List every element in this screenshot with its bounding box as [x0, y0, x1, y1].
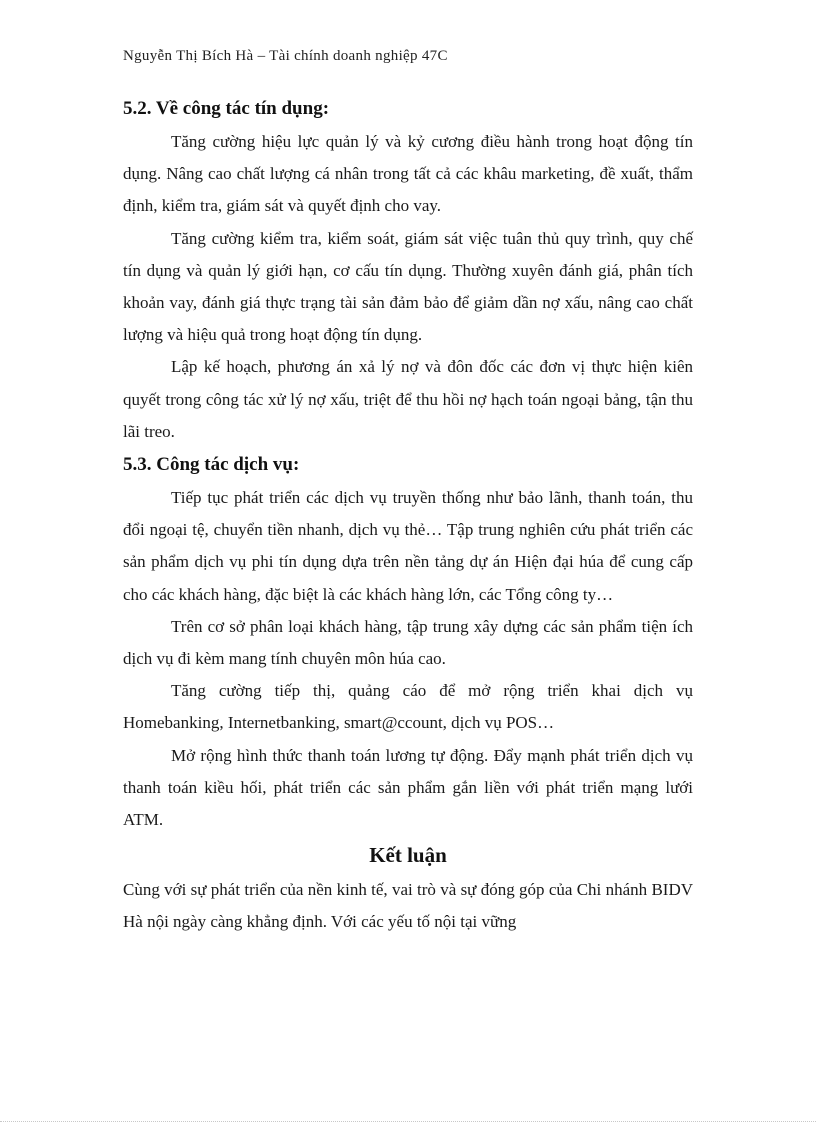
paragraph-services-4: Mở rộng hình thức thanh toán lương tự động. Đẩy mạnh phát triển dịch vụ thanh toán kiều hối, phát triển các sản phẩm gắn liền với phát triển mạng lưới ATM. — [123, 745, 693, 830]
section-heading-services: 5.3. Công tác dịch vụ: — [123, 454, 300, 476]
page-bottom-divider — [0, 1121, 816, 1122]
conclusion-heading: Kết luận — [369, 843, 447, 868]
running-header: Nguyễn Thị Bích Hà – Tài chính doanh nghiệp 47C — [123, 48, 448, 64]
section-heading-credit: 5.2. Về công tác tín dụng: — [123, 98, 330, 119]
paragraph-credit-1: Tăng cường hiệu lực quản lý và kỷ cương điều hành trong hoạt động tín dụng. Nâng cao chất lượng cá nhân trong tất cả các khâu marketing, đề xuất, thẩm định, kiểm tra, giám sát và quyết định cho vay. — [123, 132, 693, 216]
paragraph-conclusion: Cùng với sự phát triển của nền kinh tế, vai trò và sự đóng góp của Chi nhánh BIDV Hà nội ngày càng khẳng định. Với các yếu tố nội tại vững — [123, 880, 693, 932]
paragraph-services-1: Tiếp tục phát triển các dịch vụ truyền thống như bảo lãnh, thanh toán, thu đổi ngoại tệ, chuyển tiền nhanh, dịch vụ thẻ… Tập trung nghiên cứu phát triển các sản phẩm dịch vụ phi tín dụng dựa trên nền tảng dự án Hiện đại húa để cung cấp cho các khách hàng, đặc biệt là các khách hàng lớn, các Tổng công ty… — [123, 488, 693, 604]
paragraph-services-2: Trên cơ sở phân loại khách hàng, tập trung xây dựng các sản phẩm tiện ích dịch vụ đi kèm mang tính chuyên môn húa cao. — [123, 616, 693, 669]
paragraph-credit-3: Lập kế hoạch, phương án xả lý nợ và đôn đốc các đơn vị thực hiện kiên quyết trong công tác xử lý nợ xấu, triệt để thu hồi nợ hạch toán ngoại bảng, tận thu lãi treo. — [123, 357, 693, 441]
paragraph-services-3: Tăng cường tiếp thị, quảng cáo để mở rộng triển khai dịch vụ Homebanking, Internetbanking, smart@ccount, dịch vụ POS… — [123, 681, 693, 733]
paragraph-credit-2: Tăng cường kiểm tra, kiểm soát, giám sát việc tuân thủ quy trình, quy chế tín dụng và quản lý giới hạn, cơ cấu tín dụng. Thường xuyên đánh giá, phân tích khoản vay, đánh giá thực trạng tài sản đảm bảo để giảm dần nợ xấu, nâng cao chất lượng và hiệu quả trong hoạt động tín dụng. — [123, 228, 693, 345]
page-content — [123, 92, 693, 939]
